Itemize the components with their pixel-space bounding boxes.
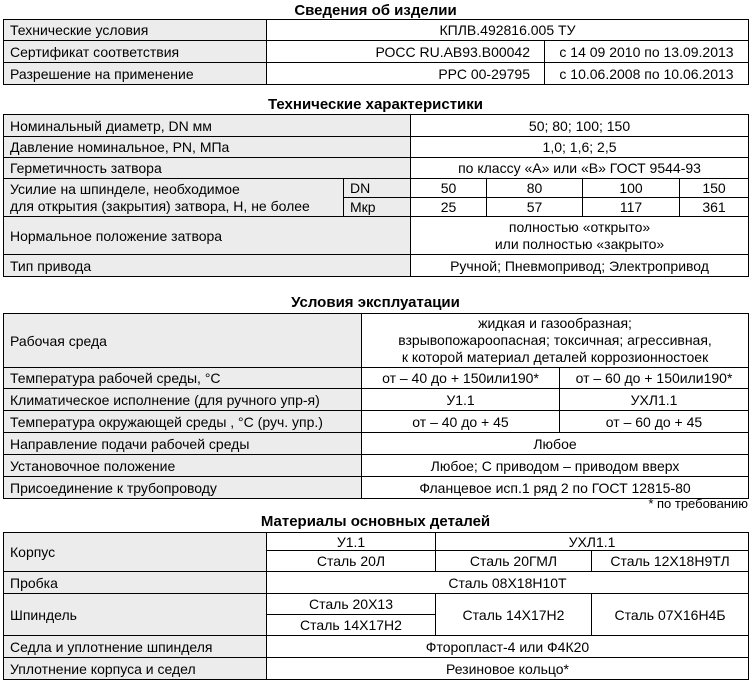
dn-value: 50; 80; 100; 150 xyxy=(411,115,749,137)
row-date: с 14 09 2010 по 13.09.2013 xyxy=(545,41,749,63)
medium-temp-u: от – 40 до + 150или190* xyxy=(362,368,560,389)
force-dn-150: 150 xyxy=(680,179,749,198)
table-row xyxy=(4,41,749,63)
body-u: Сталь 20Л xyxy=(267,551,436,572)
section-title-product-info: Сведения об изделии xyxy=(294,2,457,19)
tech-specs-table xyxy=(3,114,749,277)
dn-label: Номинальный диаметр, DN мм xyxy=(4,115,411,137)
row-label: Разрешение на применение xyxy=(4,63,267,85)
table-row xyxy=(4,368,749,389)
table-row xyxy=(4,255,749,277)
section-title-tech-specs: Технические характеристики xyxy=(267,96,484,113)
force-mkr-150: 361 xyxy=(680,198,749,217)
ambient-temp-u: от – 40 до + 45 xyxy=(362,411,560,433)
climate-uhl: УХЛ1.1 xyxy=(560,389,749,411)
seat-value: Фторопласт-4 или Ф4К20 xyxy=(267,636,749,658)
row-label: Сертификат соответствия xyxy=(4,41,267,63)
connection-value: Фланцевое исп.1 ряд 2 по ГОСТ 12815-80 xyxy=(362,477,749,499)
force-mkr-header: Мкр xyxy=(344,198,411,217)
force-dn-header: DN xyxy=(344,179,411,198)
drive-type-label: Тип привода xyxy=(4,255,411,277)
table-row xyxy=(4,158,749,179)
force-mkr-50: 25 xyxy=(411,198,487,217)
drive-type-value: Ручной; Пневмопривод; Электропривод xyxy=(411,255,749,277)
section-title-operating-conditions: Условия эксплуатации xyxy=(291,294,460,311)
flow-direction-value: Любое xyxy=(362,433,749,455)
normal-position-label: Нормальное положение затвора xyxy=(4,217,411,255)
install-position-value: Любое; С приводом – приводом вверх xyxy=(362,455,749,477)
force-label-line-2: для открытия (закрытия) затвора, Н, не более xyxy=(10,197,310,214)
table-row xyxy=(4,533,749,551)
materials-table xyxy=(3,532,749,680)
normal-position-line-2: или полностью «закрыто» xyxy=(494,235,665,252)
table-row xyxy=(4,63,749,85)
table-row xyxy=(4,389,749,411)
body-uhl-2: Сталь 12Х18Н9ТЛ xyxy=(592,551,749,572)
seat-label: Седла и уплотнение шпинделя xyxy=(4,636,267,658)
flow-direction-label: Направление подачи рабочей среды xyxy=(4,433,362,455)
column-header-u: У1.1 xyxy=(267,533,436,551)
table-row xyxy=(4,594,749,615)
climate-label: Климатическое исполнение (для ручного упр-я) xyxy=(4,389,362,411)
spindle-u-1: Сталь 20Х13 xyxy=(267,594,436,615)
row-value: РОСС RU.АВ93.В00042 xyxy=(267,41,545,63)
tightness-label: Герметичность затвора xyxy=(4,158,411,179)
body-label: Корпус xyxy=(4,533,267,572)
row-value: РРС 00-29795 xyxy=(267,63,545,85)
force-dn-50: 50 xyxy=(411,179,487,198)
row-value: КПЛВ.492816.005 ТУ xyxy=(267,20,749,41)
table-row xyxy=(4,137,749,158)
normal-position-line-1: полностью «открыто» xyxy=(508,218,651,235)
force-mkr-80: 57 xyxy=(487,198,583,217)
plug-label: Пробка xyxy=(4,572,267,594)
section-title-materials: Материалы основных деталей xyxy=(260,513,491,530)
table-row xyxy=(4,314,749,368)
medium-temp-uhl: от – 60 до + 150или190* xyxy=(560,368,749,389)
medium-line-2: взрывопожароопасная; токсичная; агрессивная, xyxy=(398,332,712,348)
table-row xyxy=(4,572,749,594)
normal-position-value xyxy=(411,217,749,255)
seal-label: Уплотнение корпуса и седел xyxy=(4,658,267,680)
table-row xyxy=(4,115,749,137)
spindle-label: Шпиндель xyxy=(4,594,267,636)
table-row xyxy=(4,658,749,680)
force-label-line-1: Усилие на шпинделе, необходимое xyxy=(10,180,240,197)
row-label: Технические условия xyxy=(4,20,267,41)
tightness-value: по классу «А» или «В» ГОСТ 9544-93 xyxy=(411,158,749,179)
force-dn-100: 100 xyxy=(583,179,680,198)
pn-value: 1,0; 1,6; 2,5 xyxy=(411,137,749,158)
medium-value xyxy=(362,314,749,368)
medium-line-3: к которой материал деталей коррозионностоек xyxy=(401,349,709,365)
footnote: * по требованию xyxy=(648,496,748,511)
force-label xyxy=(4,179,344,217)
table-row xyxy=(4,636,749,658)
ambient-temp-label: Температура окружающей среды , °С (руч. упр.) xyxy=(4,411,362,433)
climate-u: У1.1 xyxy=(362,389,560,411)
medium-label: Рабочая среда xyxy=(4,314,362,368)
spindle-u-2: Сталь 14Х17Н2 xyxy=(267,615,436,636)
table-row xyxy=(4,411,749,433)
connection-label: Присоединение к трубопроводу xyxy=(4,477,362,499)
medium-line-1: жидкая и газообразная; xyxy=(478,315,632,331)
install-position-label: Установочное положение xyxy=(4,455,362,477)
force-dn-80: 80 xyxy=(487,179,583,198)
column-header-uhl: УХЛ1.1 xyxy=(436,533,749,551)
operating-conditions-table xyxy=(3,313,749,499)
table-row xyxy=(4,433,749,455)
seal-value: Резиновое кольцо* xyxy=(267,658,749,680)
ambient-temp-uhl: от – 60 до + 45 xyxy=(560,411,749,433)
table-row xyxy=(4,217,749,255)
pn-label: Давление номинальное, PN, МПа xyxy=(4,137,411,158)
spindle-uhl-1: Сталь 14Х17Н2 xyxy=(436,594,592,636)
table-row xyxy=(4,477,749,499)
table-row xyxy=(4,455,749,477)
spindle-uhl-2: Сталь 07Х16Н4Б xyxy=(592,594,749,636)
medium-temp-label: Температура рабочей среды, °С xyxy=(4,368,362,389)
body-uhl-1: Сталь 20ГМЛ xyxy=(436,551,592,572)
product-info-table xyxy=(3,19,749,85)
table-row xyxy=(4,20,749,41)
table-row xyxy=(4,179,749,198)
row-date: с 10.06.2008 по 10.06.2013 xyxy=(545,63,749,85)
force-mkr-100: 117 xyxy=(583,198,680,217)
plug-value: Сталь 08Х18Н10Т xyxy=(267,572,749,594)
